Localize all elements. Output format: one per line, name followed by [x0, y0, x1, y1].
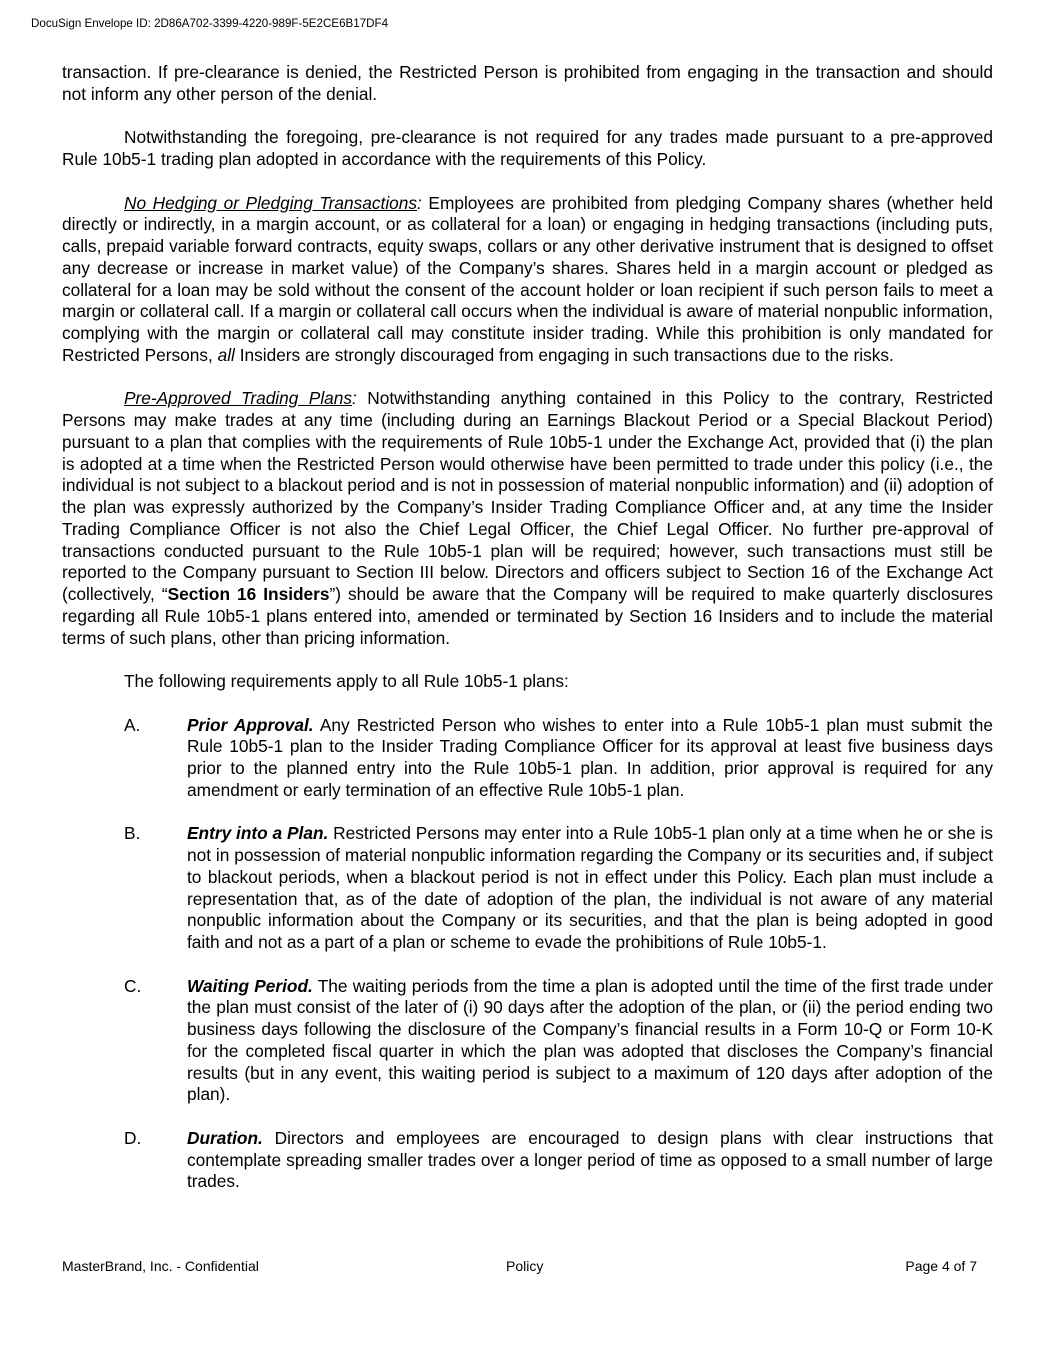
list-body: The waiting periods from the time a plan is adopted until the time of the first trade under the plan must consist of the later of (i) 90 days after the adoption of the plan, or (ii) the period ending two business days following the disclosure of the Company’s financial results in a Form 10-Q or Form 10-K for the completed fiscal quarter in which the plan was adopted that discloses the Company’s financial results (but in any event, this waiting period is subject to a maximum of 120 days after adoption of the plan).	[187, 975, 993, 1105]
list-body: Directors and employees are encouraged to design plans with clear instructions that contemplate spreading smaller trades over a longer period of time as opposed to a small number of large trades.	[187, 1127, 993, 1192]
list-item	[62, 715, 993, 802]
paragraph-requirements-intro: The following requirements apply to all Rule 10b5-1 plans:	[124, 671, 569, 691]
list-text	[187, 976, 993, 1107]
list-text	[187, 823, 993, 954]
heading-colon: :	[417, 192, 422, 213]
list-letter: A.	[124, 714, 141, 735]
list-title: Entry into a Plan.	[187, 823, 329, 844]
paragraph-pre-clearance-denied: transaction. If pre-clearance is denied, the Restricted Person is prohibited from engaging in the transaction and should not inform any other person of the denial.	[62, 62, 993, 104]
paragraph-text: Insiders are strongly discouraged from engaging in such transactions due to the risks.	[234, 344, 894, 365]
footer-page-number: Page 4 of 7	[905, 1258, 977, 1274]
paragraph-pre-approved-plans	[62, 388, 993, 649]
footer-document-type: Policy	[506, 1258, 544, 1274]
list-letter: C.	[124, 975, 142, 996]
emphasis-all: all	[217, 344, 235, 365]
docusign-envelope-id: DocuSign Envelope ID: 2D86A702-3399-4220-989F-5E2CE6B17DF4	[31, 17, 389, 30]
section-heading-no-hedging: No Hedging or Pledging Transactions	[124, 192, 418, 213]
heading-colon: :	[352, 388, 357, 409]
list-text	[187, 715, 993, 802]
list-title: Prior Approval.	[187, 714, 314, 735]
list-title: Duration.	[187, 1127, 263, 1148]
list-body: Any Restricted Person who wishes to enter into a Rule 10b5-1 plan must submit the Rule 10b5-1 plan to the Insider Trading Compliance Officer for its approval at least five business days prior to the planned entry into the Rule 10b5-1 plan. In addition, prior approval is required for any amendment or early termination of an effective Rule 10b5-1 plan.	[187, 714, 993, 800]
defined-term: Section 16 Insiders	[167, 584, 330, 604]
paragraph-text: Employees are prohibited from pledging Company shares (whether held directly or indirectly, in a margin account, or as collateral for a loan) or engaging in hedging transactions (including puts, calls, prepaid variable forward contracts, equity swaps, collars or any other derivative instrument that is designed to offset any decrease or increase in market value) of the Company’s shares. Shares held in a margin account or pledged as collateral for a loan may be sold without the consent of the account holder or loan recipient if such person fails to meet a margin or collateral call. If a margin or collateral call occurs when the individual is aware of material nonpublic information, complying with the margin or collateral call may constitute insider trading. While this prohibition is only mandated for Restricted Persons,	[62, 192, 993, 365]
paragraph-text: Notwithstanding anything contained in this Policy to the contrary, Restricted Persons may make trades at any time (including during an Earnings Blackout Period or a Special Blackout Period) pursuant to a plan that complies with the requirements of Rule 10b5-1 under the Exchange Act, provided that (i) the plan is adopted at a time when the Restricted Person would otherwise have been permitted to trade under this policy (i.e., the individual is not subject to a blackout period and is not in possession of material nonpublic information) and (ii) adoption of the plan was expressly authorized by the Company’s Insider Trading Compliance Officer and, at any time the Insider Trading Compliance Officer is not also the Chief Legal Officer, the Chief Legal Officer. No further pre-approval of transactions conducted pursuant to the Rule 10b5-1 plan will be required; however, such transactions must still be reported to the Company pursuant to Section III below. Directors and officers subject to Section 16 of the Exchange Act (collectively, “	[62, 388, 993, 604]
list-title: Waiting Period.	[187, 975, 313, 996]
list-body: Restricted Persons may enter into a Rule 10b5-1 plan only at a time when he or she is not in possession of material nonpublic information regarding the Company or its securities and, if subject to blackout periods, when a blackout period is not in effect under this Policy. Each plan must include a representation that, as of the date of adoption of the plan, the individual is not aware of any material nonpublic information about the Company or its securities, and that the plan is being adopted in good faith and not as a part of a plan or scheme to evade the prohibitions of Rule 10b5-1.	[187, 823, 993, 952]
paragraph-no-hedging	[62, 193, 993, 367]
document-body	[62, 62, 993, 1215]
paragraph-text: ”) should be aware that the Company will be required to make quarterly disclosures regarding all Rule 10b5-1 plans entered into, amended or terminated by Section 16 Insiders and to include the material terms of such plans, other than pricing information.	[62, 584, 994, 648]
list-item	[62, 976, 993, 1107]
list-item	[62, 823, 993, 954]
list-letter: D.	[124, 1127, 142, 1148]
list-letter: B.	[124, 823, 141, 844]
paragraph-notwithstanding: Notwithstanding the foregoing, pre-clearance is not required for any trades made pursuant to a pre-approved Rule 10b5-1 trading plan adopted in accordance with the requirements of this Policy.	[62, 127, 993, 169]
list-item	[62, 1128, 993, 1193]
section-heading-pre-approved-plans: Pre-Approved Trading Plans	[124, 388, 353, 409]
list-text	[187, 1128, 993, 1193]
footer-company: MasterBrand, Inc. - Confidential	[62, 1258, 259, 1274]
